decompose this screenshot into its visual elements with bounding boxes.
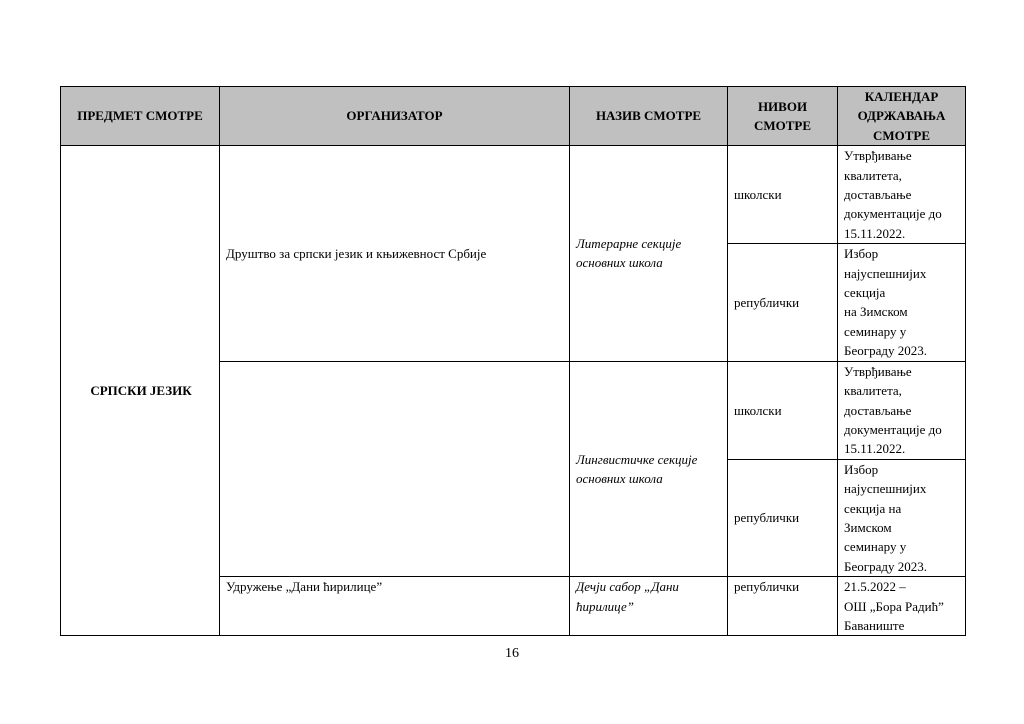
table-header-row bbox=[61, 87, 966, 146]
organizer-empty-cell bbox=[220, 361, 570, 576]
page-number: 16 bbox=[505, 646, 519, 661]
header-competition-name: НАЗИВ СМОТРЕ bbox=[570, 87, 728, 146]
competition-name-cell: Литерарне секције основних школа bbox=[570, 146, 728, 361]
calendar-cell: Избор најуспешнијих секција на Зимском семинару у Београду 2023. bbox=[838, 459, 966, 576]
calendar-cell: 21.5.2022 – ОШ „Бора Радић” Баваниште bbox=[838, 577, 966, 636]
organizer-cell: Друштво за српски језик и књижевност Србије bbox=[220, 146, 570, 361]
competition-table bbox=[60, 86, 966, 636]
organizer-cell: Удружење „Дани ћирилице” bbox=[220, 577, 570, 636]
level-cell: републички bbox=[728, 459, 838, 576]
calendar-cell: Утврђивање квалитета, достављање документације до 15.11.2022. bbox=[838, 146, 966, 244]
header-organizer: ОРГАНИЗАТОР bbox=[220, 87, 570, 146]
table-row bbox=[61, 146, 966, 244]
header-levels: НИВОИ СМОТРЕ bbox=[728, 87, 838, 146]
header-subject: ПРЕДМЕТ СМОТРЕ bbox=[61, 87, 220, 146]
calendar-cell: Утврђивање квалитета, достављање документације до 15.11.2022. bbox=[838, 361, 966, 459]
subject-cell: СРПСКИ ЈЕЗИК bbox=[61, 146, 220, 636]
level-cell: школски bbox=[728, 361, 838, 459]
header-calendar: КАЛЕНДАР ОДРЖАВАЊА СМОТРЕ bbox=[838, 87, 966, 146]
level-cell: републички bbox=[728, 244, 838, 361]
competition-name-cell: Лингвистичке секције основних школа bbox=[570, 361, 728, 576]
competition-name-cell: Дечји сабор „Дани ћирилице” bbox=[570, 577, 728, 636]
calendar-cell: Избор најуспешнијих секција на Зимском семинару у Београду 2023. bbox=[838, 244, 966, 361]
level-cell: школски bbox=[728, 146, 838, 244]
level-cell: републички bbox=[728, 577, 838, 636]
